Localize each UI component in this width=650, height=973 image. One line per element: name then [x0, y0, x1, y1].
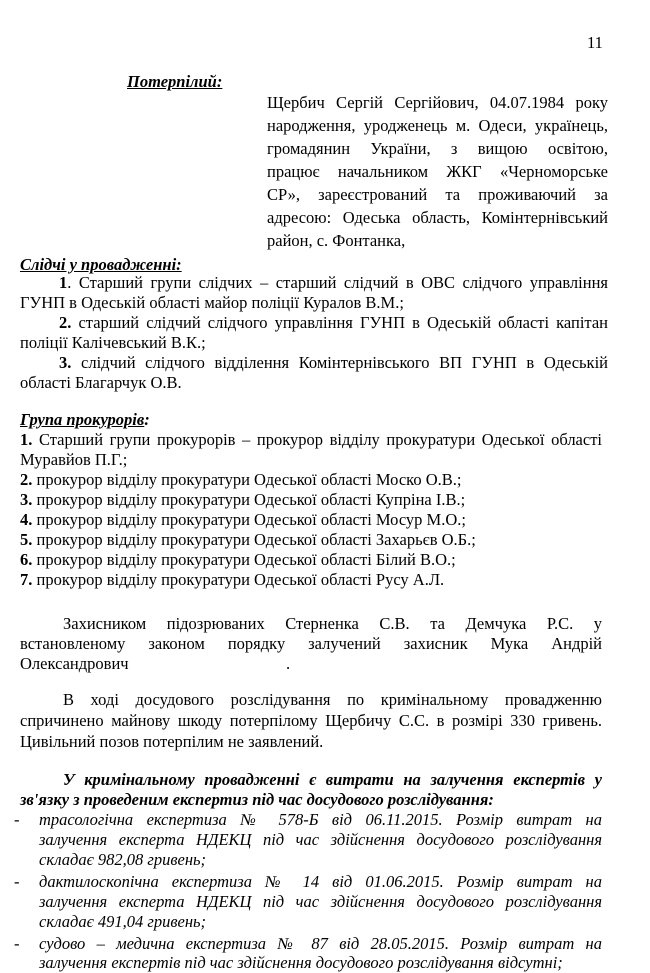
victim-line: громадянин України, з вищою освітою, [267, 139, 608, 158]
prosecutor-number: 7. [20, 570, 33, 589]
expense-bullet: - [14, 934, 20, 953]
investigator-number: 3. [59, 353, 72, 372]
prosecutor-text: прокурор відділу прокуратури Одеської області Русу А.Л. [32, 570, 445, 589]
defender-period: . [286, 654, 291, 673]
expenses-heading: зв'язку з проведеним експертиз під час досудового розслідування: [20, 790, 494, 809]
prosecutor-item [20, 530, 476, 550]
prosecutor-number: 5. [20, 530, 33, 549]
damage-line: Цивільний позов потерпілим не заявлений. [20, 732, 324, 751]
victim-line: народження, уродженець м. Одеси, українець, [267, 116, 608, 135]
prosecutor-number: 4. [20, 510, 33, 529]
victim-line: СР», зареєстрований та проживаючий за [267, 185, 608, 204]
prosecutor-item [20, 470, 461, 490]
investigator-text: . Старший групи слідчих – старший слідчий в ОВС слідчого управління [67, 273, 608, 292]
prosecutor-number: 6. [20, 550, 33, 569]
prosecutor-text: прокурор відділу прокуратури Одеської області Купріна І.В.; [32, 490, 466, 509]
prosecutor-number: 1. [20, 430, 33, 449]
investigator-item [59, 353, 608, 373]
expense-line: судово – медична експертиза № 87 від 28.05.2015. Розмір витрат на [39, 934, 602, 953]
investigator-number: 2. [59, 313, 72, 332]
expenses-heading: У кримінальному провадженні є витрати на залучення експертів у [63, 770, 602, 789]
victim-heading: Потерпілий: [127, 72, 223, 91]
prosecutor-item [20, 510, 466, 530]
investigator-item-cont: області Благарчук О.В. [20, 373, 182, 392]
expense-bullet: - [14, 810, 20, 829]
prosecutors-heading-text: Група прокурорів [20, 410, 145, 429]
prosecutor-item [20, 490, 465, 510]
damage-line: спричинено майнову шкоду потерпілому Щербичу С.С. в розмірі 330 гривень. [20, 711, 602, 730]
prosecutor-number: 2. [20, 470, 33, 489]
prosecutor-text: прокурор відділу прокуратури Одеської області Захарьєв О.Б.; [32, 530, 476, 549]
defender-line: Захисником підозрюваних Стерненка С.В. та Демчука Р.С. у [63, 614, 602, 633]
expense-line: залучення експертів під час здійснення досудового розслідування відсутні; [39, 953, 563, 972]
page-number: 11 [587, 33, 603, 52]
prosecutors-heading-colon: : [144, 410, 150, 429]
prosecutor-text: прокурор відділу прокуратури Одеської області Мосур М.О.; [32, 510, 466, 529]
investigator-item-cont: поліції Калічевський В.К.; [20, 333, 206, 352]
defender-line: встановленому законом порядку залучений захисник Мука Андрій [20, 634, 602, 653]
investigators-heading: Слідчі у провадженні: [20, 255, 182, 274]
victim-line: район, с. Фонтанка, [267, 231, 406, 250]
prosecutor-number: 3. [20, 490, 33, 509]
prosecutors-heading [20, 410, 150, 430]
expense-bullet: - [14, 872, 20, 891]
prosecutor-text: прокурор відділу прокуратури Одеської області Моско О.В.; [32, 470, 462, 489]
expense-line: залучення експерта НДЕКЦ під час здійснення досудового розслідування [39, 892, 602, 911]
expense-line: залучення експерта НДЕКЦ під час здійснення досудового розслідування [39, 830, 602, 849]
expense-line: складає 491,04 гривень; [39, 912, 207, 931]
investigator-item-cont: ГУНП в Одеській області майор поліції Куралов В.М.; [20, 293, 404, 312]
prosecutor-text: Старший групи прокурорів – прокурор відділу прокуратури Одеської області [32, 430, 602, 449]
prosecutor-item [20, 430, 602, 450]
prosecutor-item [20, 570, 444, 590]
investigator-item [59, 313, 608, 333]
defender-line: Олександрович [20, 654, 129, 673]
investigator-item [59, 273, 608, 293]
victim-line: адресою: Одеська область, Комінтернівський [267, 208, 608, 227]
prosecutor-item [20, 550, 456, 570]
expense-line: складає 982,08 гривень; [39, 850, 207, 869]
prosecutor-item-cont: Муравйов П.Г.; [20, 450, 128, 469]
investigator-number: 1 [59, 273, 68, 292]
investigator-text: старший слідчий слідчого управління ГУНП в Одеській області капітан [71, 313, 608, 332]
investigator-text: слідчий слідчого відділення Комінтернівського ВП ГУНП в Одеській [71, 353, 608, 372]
damage-line: В ході досудового розслідування по кримінальному провадженню [63, 690, 602, 709]
expense-line: дактилоскопічна експертиза № 14 від 01.06.2015. Розмір витрат на [39, 872, 602, 891]
prosecutor-text: прокурор відділу прокуратури Одеської області Білий В.О.; [32, 550, 456, 569]
victim-line: Щербич Сергій Сергійович, 04.07.1984 року [267, 93, 608, 112]
victim-line: працює начальником ЖКГ «Черноморське [267, 162, 608, 181]
expense-line: трасологічна експертиза № 578-Б від 06.11.2015. Розмір витрат на [39, 810, 602, 829]
